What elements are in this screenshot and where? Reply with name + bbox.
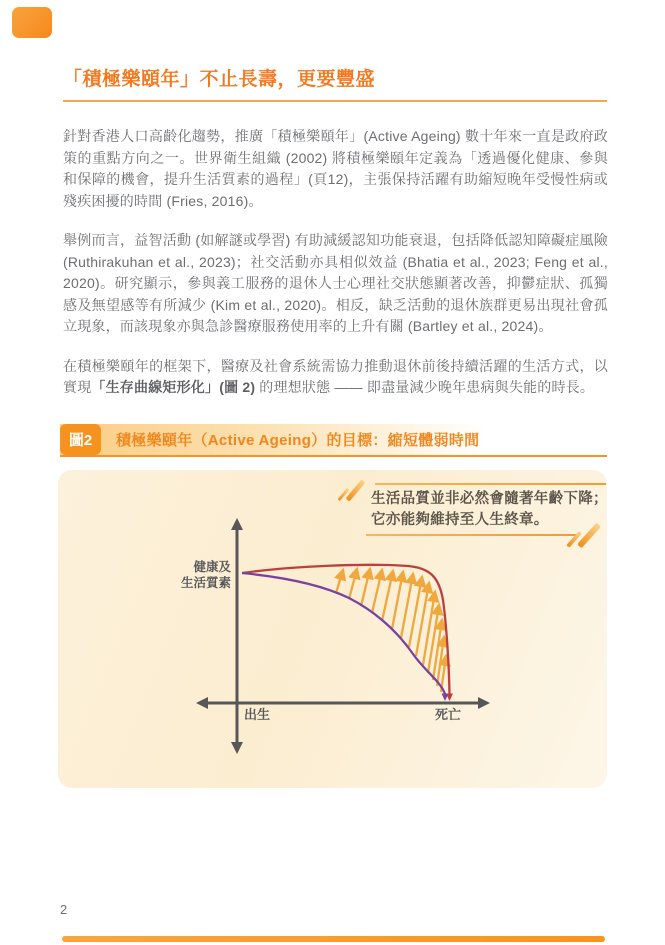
y-axis-label-line1: 健康及 [193,560,231,574]
callout-line-2: 它亦能夠維持至人生終章。 [371,512,549,528]
typical-decline-curve [242,573,445,694]
paragraph-3-bold-phrase: 「生存曲線矩形化」(圖 2) [91,379,256,395]
callout-line-1: 生活品質並非必然會隨著年齡下降； [371,491,608,507]
figure-number-badge: 圖2 [60,424,101,455]
y-axis-label-line2: 生活質素 [180,576,231,590]
y-axis-bottom-arrow-icon [231,742,243,754]
paragraph-3 [63,356,608,399]
paragraph-1: 針對香港人口高齡化趨勢，推廣「積極樂頤年」(Active Ageing) 數十年來一直是政府政策的重點方向之一。世界衛生組織 (2002) 將積極樂頤年定義為「透過優化健康、參與和保障的機會，提升生活質素的過程」(頁12)，主張保持活躍有助縮短晚年受慢性病或殘疾困擾的時間 (Fries, 2016)。 [63,128,608,209]
x-axis-right-arrow-icon [478,697,490,709]
footer-bar-decoration [62,936,605,942]
y-axis [231,518,243,754]
paragraph-3-text-end: 的理想狀態 —— 即盡量減少晚年患病與失能的時長。 [255,379,595,395]
paragraph-2: 舉例而言，益智活動 (如解謎或學習) 有助減緩認知功能衰退，包括降低認知障礙症風險 (Ruthirakuhan et al., 2023)；社交活動亦具相似效益 (Bhatia et al., 2023; Feng et al., 2020)。研究顯示，參與義工服務的退休人士心理社交狀態顯著改善，抑鬱症狀、孤獨感及無望感等有所減少 (Kim et al., 2020)。相反，缺乏活動的退休族群更易出現社會孤立現象，而該現象亦與急診醫療服務使用率的上升有關 (Bartley et al., 2024)。 [63,232,608,334]
x-axis-left-arrow-icon [196,697,208,709]
x-axis-label-death: 死亡 [435,707,462,722]
page-title: 「積極樂頤年」不止長壽，更要豐盛 [63,69,376,90]
x-axis-label-birth: 出生 [244,707,271,722]
figure-header [60,424,607,457]
page-number: 2 [60,902,68,917]
y-axis-top-arrow-icon [231,518,243,530]
ideal-rectangularized-curve [242,565,450,694]
title-underline [63,100,607,102]
decline-curve-end-arrow-icon [442,694,449,702]
paragraph-3-text: 在積極樂頤年的框架下，醫療及社會系統需協力推動退休前後持續活躍的生活方式，以實現 [63,357,608,395]
body-text [63,126,608,417]
figure-title: 積極樂頤年（Active Ageing）的目標：縮短體弱時間 [116,432,480,449]
survival-curve-chart [58,470,607,788]
figure-panel [58,470,607,788]
corner-tab-decoration [12,7,52,38]
